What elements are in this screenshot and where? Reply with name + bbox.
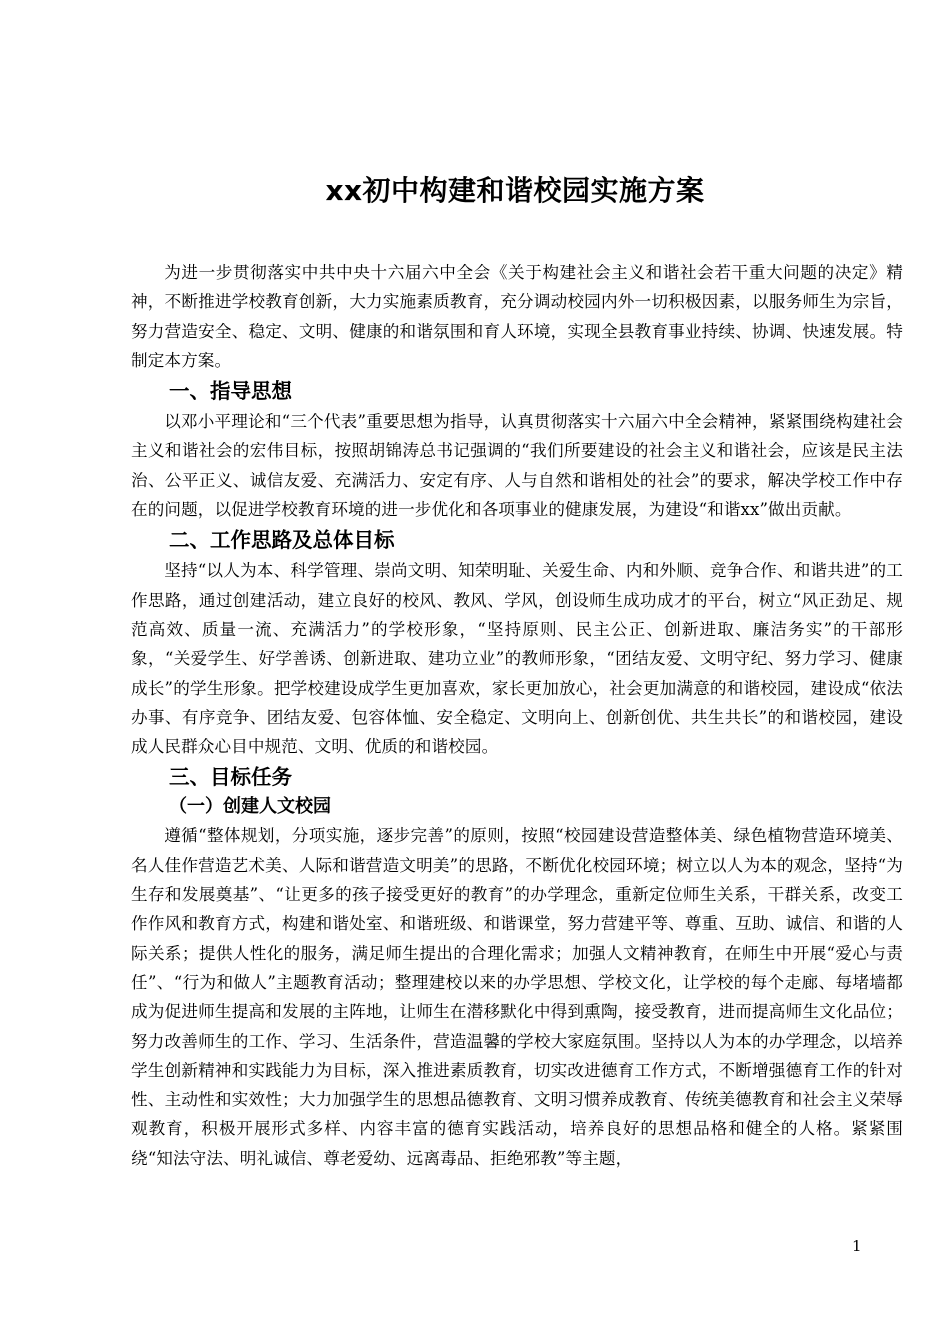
document-title: xx初中构建和谐校园实施方案 <box>325 173 705 207</box>
document-body <box>131 258 903 1173</box>
page-number: 1 <box>852 1237 862 1255</box>
section-heading-guiding-ideology: 一、指导思想 <box>169 379 292 404</box>
subsection-heading-humanistic-campus: （一）创建人文校园 <box>169 796 331 818</box>
section-paragraph-humanistic-campus: 遵循“整体规划，分项实施，逐步完善”的原则，按照“校园建设营造整体美、绿色植物营造环境美、名人佳作营造艺术美、人际和谐营造文明美”的思路，不断优化校园环境；树立以人为本的观念，坚持“为生存和发展奠基”、“让更多的孩子接受更好的教育”的办学理念，重新定位师生关系，干群关系，改变工作作风和教育方式，构建和谐处室、和谐班级、和谐课堂，努力营建平等、尊重、互助、诚信、和谐的人际关系；提供人性化的服务，满足师生提出的合理化需求；加强人文精神教育，在师生中开展“爱心与责任”、“行为和做人”主题教育活动；整理建校以来的办学思想、学校文化，让学校的每个走廊、每堵墙都成为促进师生提高和发展的主阵地，让师生在潜移默化中得到熏陶，接受教育，进而提高师生文化品位；努力改善师生的工作、学习、生活条件，营造温馨的学校大家庭氛围。坚持以人为本的办学理念，以培养学生创新精神和实践能力为目标，深入推进素质教育，切实改进德育工作方式，不断增强德育工作的针对性、主动性和实效性；大力加强学生的思想品德教育、文明习惯养成教育、传统美德教育和社会主义荣辱观教育，积极开展形式多样、内容丰富的德育实践活动，培养良好的思想品格和健全的人格。紧紧围绕“知法守法、明礼诚信、尊老爱幼、远离毒品、拒绝邪教”等主题， <box>131 826 903 1168</box>
section-heading-work-approach: 二、工作思路及总体目标 <box>169 528 395 553</box>
section-heading-targets: 三、目标任务 <box>169 765 292 790</box>
section-paragraph-work-approach: 坚持“以人为本、科学管理、崇尚文明、知荣明耻、关爱生命、内和外顺、竞争合作、和谐共进”的工作思路，通过创建活动，建立良好的校风、教风、学风，创设师生成功成才的平台，树立“风正劲足、规范高效、质量一流、充满活力”的学校形象，“坚持原则、民主公正、创新进取、廉洁务实”的干部形象，“关爱学生、好学善诱、创新进取、建功立业”的教师形象，“团结友爱、文明守纪、努力学习、健康成长”的学生形象。把学校建设成学生更加喜欢，家长更加放心，社会更加满意的和谐校园，建设成“依法办事、有序竞争、团结友爱、包容体恤、安全稳定、文明向上、创新创优、共生共长”的和谐校园，建设成人民群众心目中规范、文明、优质的和谐校园。 <box>131 561 903 757</box>
section-paragraph-guiding-ideology: 以邓小平理论和“三个代表”重要思想为指导，认真贯彻落实十六届六中全会精神，紧紧围绕构建社会主义和谐社会的宏伟目标，按照胡锦涛总书记强调的“我们所要建设的社会主义和谐社会，应该是民主法治、公平正义、诚信友爱、充满活力、安定有序、人与自然和谐相处的社会”的要求，解决学校工作中存在的问题，以促进学校教育环境的进一步优化和各项事业的健康发展，为建设“和谐xx”做出贡献。 <box>131 412 903 520</box>
intro-paragraph: 为进一步贯彻落实中共中央十六届六中全会《关于构建社会主义和谐社会若干重大问题的决定》精神，不断推进学校教育创新，大力实施素质教育，充分调动校园内外一切积极因素，以服务师生为宗旨，努力营造安全、稳定、文明、健康的和谐氛围和育人环境，实现全县教育事业持续、协调、快速发展。特制定本方案。 <box>131 263 903 370</box>
